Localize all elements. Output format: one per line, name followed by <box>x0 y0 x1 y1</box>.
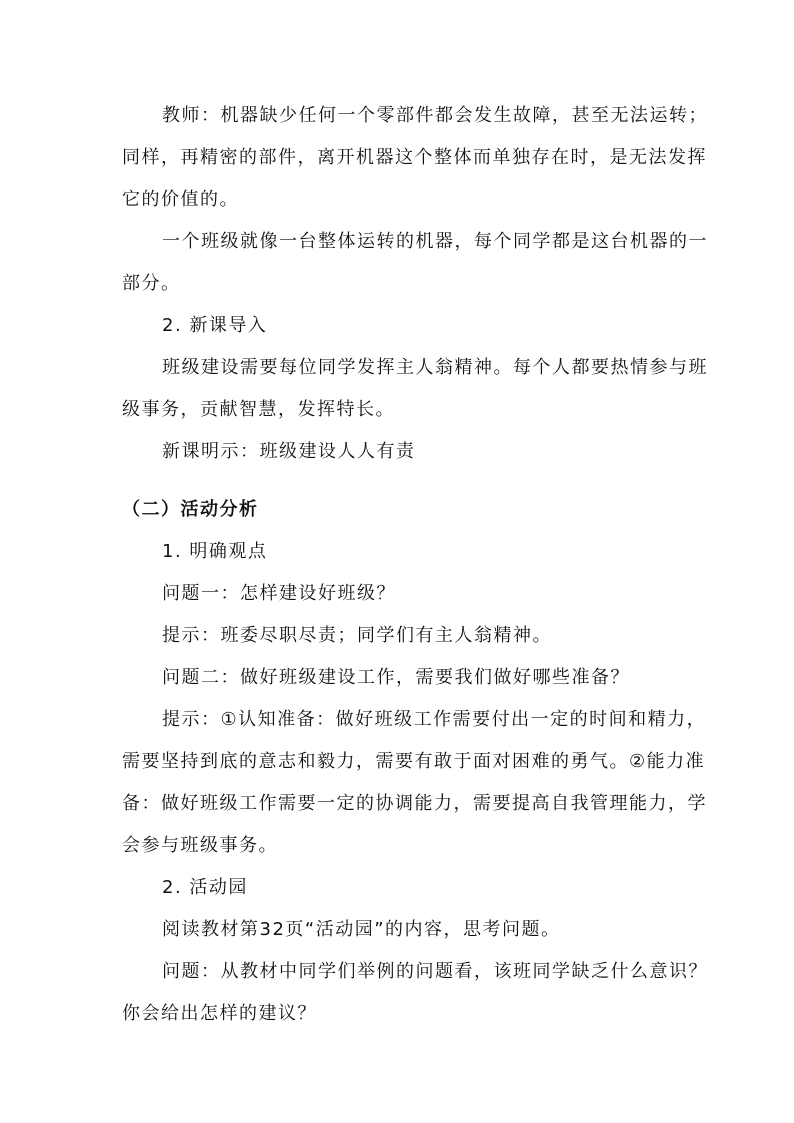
question-two: 问题二：做好班级建设工作，需要我们做好哪些准备？ <box>162 667 630 688</box>
heading-activity-park: 2. 活动园 <box>162 877 248 898</box>
hint-two-line-1: 提示：①认知准备：做好班级工作需要付出一定的时间和精力， <box>162 709 707 730</box>
final-question-line-2: 你会给出怎样的建议？ <box>122 1003 317 1024</box>
hint-one: 提示：班委尽职尽责；同学们有主人翁精神。 <box>162 625 552 646</box>
section-title-activity-analysis: （二）活动分析 <box>122 499 259 520</box>
hint-two-line-4: 会参与班级事务。 <box>122 835 278 856</box>
reading-instruction: 阅读教材第32页“活动园”的内容，思考问题。 <box>162 919 561 940</box>
paragraph-teacher-line-3: 它的价值的。 <box>122 189 239 210</box>
hint-two-line-3: 备：做好班级工作需要一定的协调能力，需要提高自我管理能力，学 <box>122 793 707 814</box>
paragraph-class-machine-line-2: 部分。 <box>122 273 181 294</box>
paragraph-class-building-line-2: 级事务，贡献智慧，发挥特长。 <box>122 399 395 420</box>
paragraph-class-building-line-1: 班级建设需要每位同学发挥主人翁精神。每个人都要热情参与班 <box>162 357 708 378</box>
lesson-topic: 新课明示：班级建设人人有责 <box>162 441 416 462</box>
paragraph-teacher-line-1: 教师：机器缺少任何一个零部件都会发生故障，甚至无法运转； <box>162 105 708 126</box>
final-question-line-1: 问题：从教材中同学们举例的问题看，该班同学缺乏什么意识？ <box>162 961 708 982</box>
paragraph-class-machine-line-1: 一个班级就像一台整体运转的机器，每个同学都是这台机器的一 <box>162 231 708 252</box>
heading-new-lesson-intro: 2. 新课导入 <box>162 315 268 336</box>
question-one: 问题一：怎样建设好班级？ <box>162 583 396 604</box>
paragraph-teacher-line-2: 同样，再精密的部件，离开机器这个整体而单独存在时，是无法发挥 <box>122 147 707 168</box>
heading-clarify-viewpoint: 1. 明确观点 <box>162 541 268 562</box>
hint-two-line-2: 需要坚持到底的意志和毅力，需要有敢于面对困难的勇气。②能力准 <box>122 751 706 772</box>
